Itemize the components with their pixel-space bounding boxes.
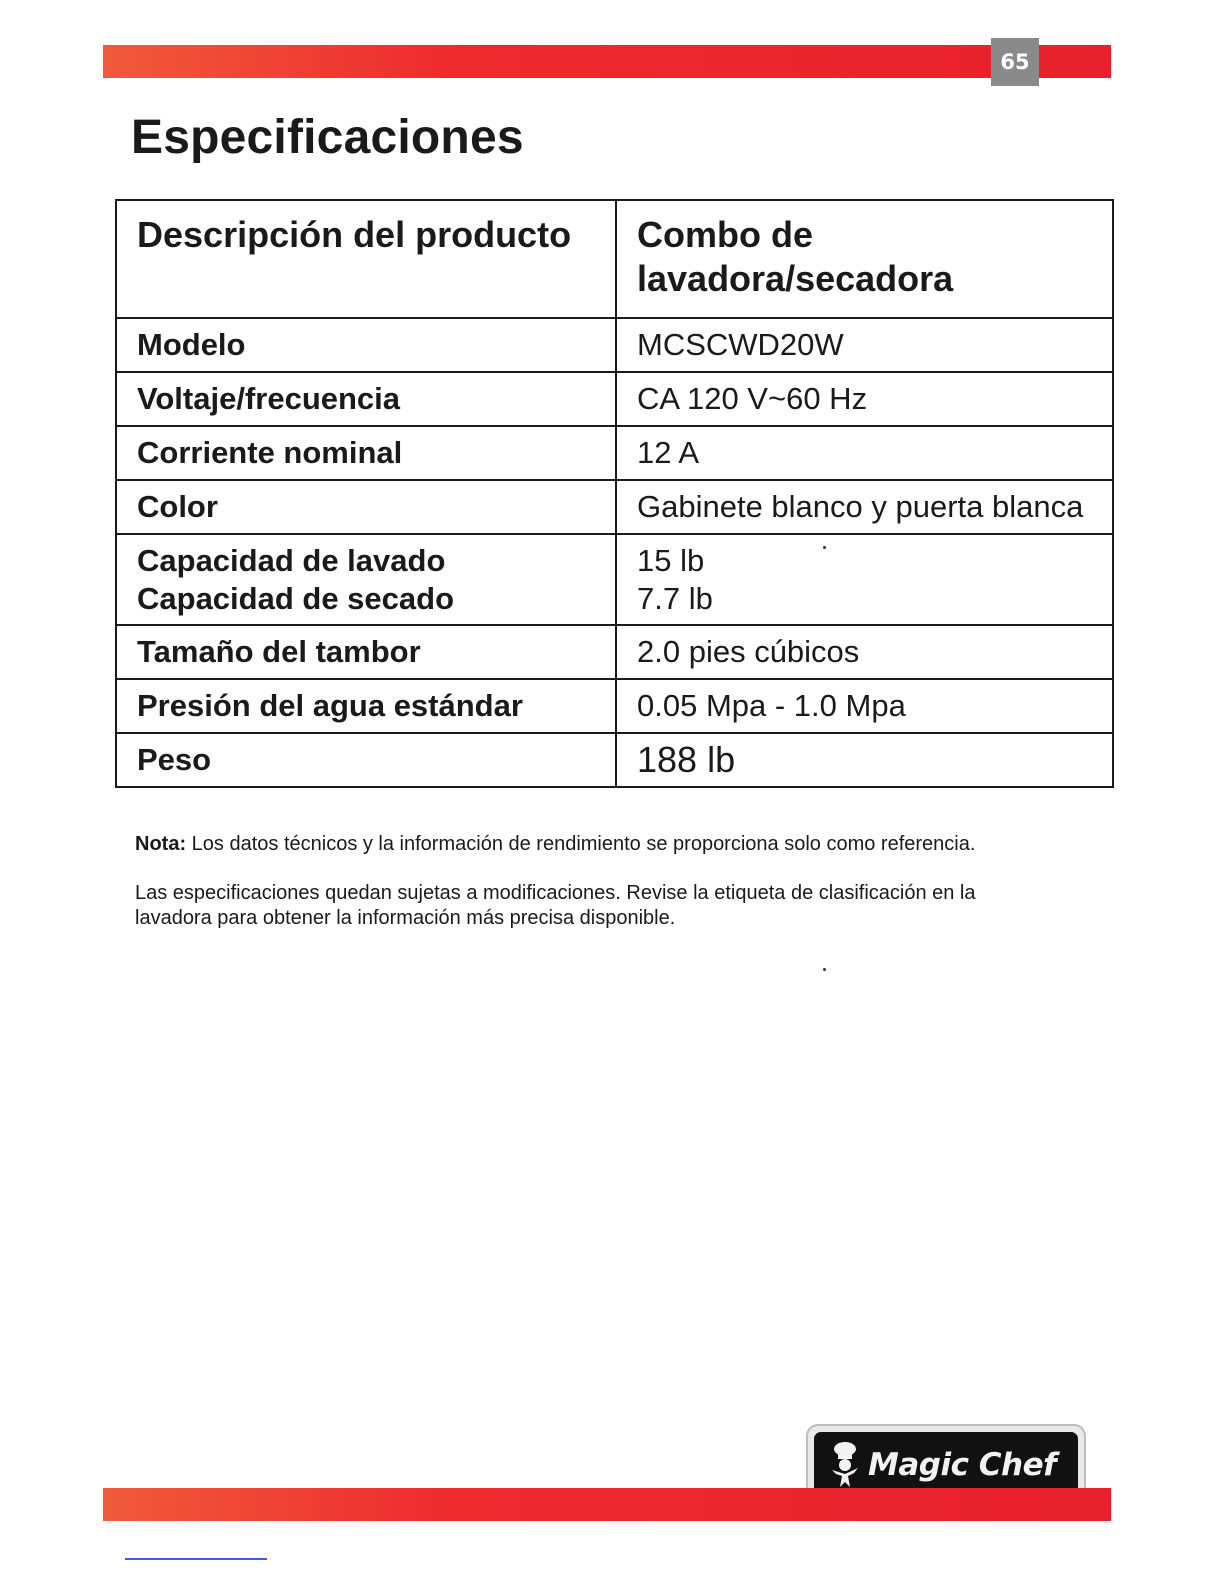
table-row bbox=[116, 625, 1113, 679]
row-label-voltaje: Voltaje/frecuencia bbox=[116, 372, 616, 426]
row-label-capacidad bbox=[116, 534, 616, 625]
table-header-row bbox=[116, 200, 1113, 318]
logo-badge bbox=[814, 1432, 1078, 1494]
notes-section bbox=[135, 832, 1055, 955]
row-value-capacidad-lavado: 15 lb bbox=[637, 542, 705, 578]
scan-speck bbox=[823, 968, 826, 971]
chef-hat-icon bbox=[824, 1440, 866, 1490]
footer-red-bar bbox=[103, 1488, 1111, 1521]
table-row bbox=[116, 480, 1113, 534]
table-row bbox=[116, 426, 1113, 480]
table-row bbox=[116, 534, 1113, 625]
note-paragraph bbox=[135, 832, 1055, 857]
row-value-capacidad-secado: 7.7 lb bbox=[637, 580, 713, 616]
row-value-corriente: 12 A bbox=[616, 426, 1113, 480]
table-row bbox=[116, 372, 1113, 426]
logo-brand-text: Magic Chef bbox=[868, 1447, 1057, 1483]
row-label-tambor: Tamaño del tambor bbox=[116, 625, 616, 679]
footer-link-underline bbox=[125, 1558, 267, 1560]
header-red-bar bbox=[103, 45, 1111, 78]
header-value: Combo de lavadora/secadora bbox=[616, 200, 1113, 318]
row-value-color: Gabinete blanco y puerta blanca bbox=[616, 480, 1113, 534]
row-value-capacidad bbox=[616, 534, 1113, 625]
row-label-capacidad-secado: Capacidad de secado bbox=[137, 580, 455, 616]
row-value-voltaje: CA 120 V~60 Hz bbox=[616, 372, 1113, 426]
row-label-peso: Peso bbox=[116, 733, 616, 787]
disclaimer-paragraph: Las especificaciones quedan sujetas a modificaciones. Revise la etiqueta de clasificación en la lavadora para obtener la información más precisa disponible. bbox=[135, 882, 976, 929]
page-number: 65 bbox=[991, 38, 1039, 86]
table-row bbox=[116, 318, 1113, 372]
note-text: Los datos técnicos y la información de rendimiento se proporciona solo como referencia. bbox=[186, 833, 976, 855]
specifications-table bbox=[115, 199, 1114, 788]
header-label: Descripción del producto bbox=[116, 200, 616, 318]
row-label-capacidad-lavado: Capacidad de lavado bbox=[137, 542, 446, 578]
table-row bbox=[116, 679, 1113, 733]
row-label-color: Color bbox=[116, 480, 616, 534]
row-value-tambor: 2.0 pies cúbicos bbox=[616, 625, 1113, 679]
row-value-peso: 188 lb bbox=[616, 733, 1113, 787]
row-label-presion: Presión del agua estándar bbox=[116, 679, 616, 733]
row-label-corriente: Corriente nominal bbox=[116, 426, 616, 480]
row-value-presion: 0.05 Mpa - 1.0 Mpa bbox=[616, 679, 1113, 733]
scan-speck bbox=[823, 546, 826, 549]
page-title: Especificaciones bbox=[131, 111, 524, 164]
row-value-modelo: MCSCWD20W bbox=[616, 318, 1113, 372]
table-row bbox=[116, 733, 1113, 787]
note-label: Nota: bbox=[135, 833, 187, 855]
row-label-modelo: Modelo bbox=[116, 318, 616, 372]
